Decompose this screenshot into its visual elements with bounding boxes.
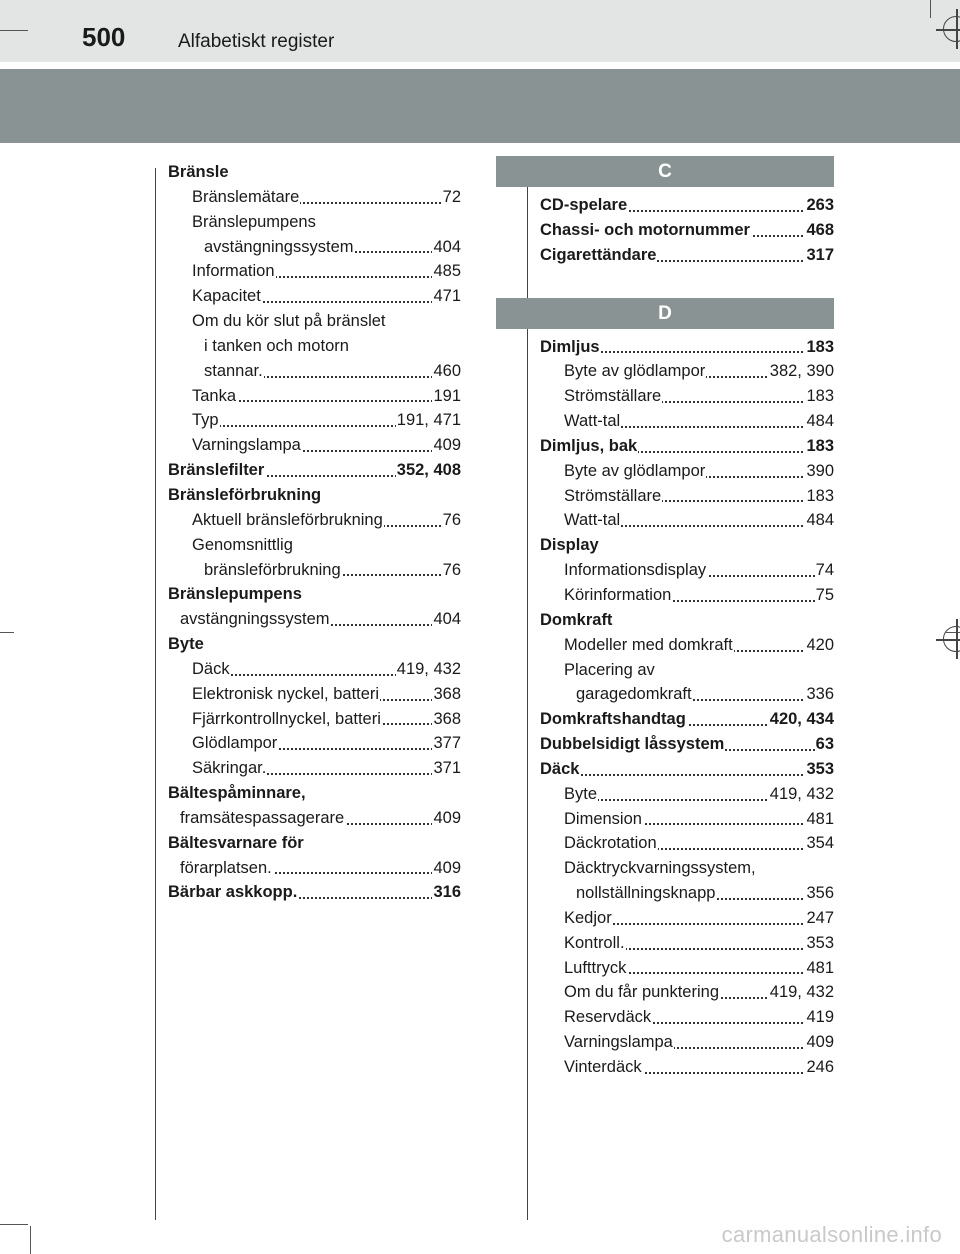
entry-text: avstängningssystem (204, 235, 355, 260)
index-entry (540, 243, 834, 268)
entry-text: Säkringar. (192, 756, 267, 781)
entry-page-ref: 316 (432, 880, 461, 905)
index-entry (168, 210, 461, 235)
entry-text: Bränsleförbrukning (168, 483, 322, 508)
section-entries (540, 193, 834, 268)
index-entry (168, 558, 461, 583)
entry-text: Bränslefilter (168, 458, 265, 483)
index-entry (168, 582, 461, 607)
entry-page-ref: 390 (805, 459, 834, 484)
entry-page-ref: 404 (432, 607, 461, 632)
entry-text: Genomsnittlig (192, 533, 294, 558)
index-entry (540, 193, 834, 218)
index-entry (168, 284, 461, 309)
index-entry (540, 434, 834, 459)
entry-text: avstängningssystem (180, 607, 331, 632)
entry-text: nollställningsknapp (576, 881, 716, 906)
page-header (0, 0, 960, 62)
dot-leader (574, 921, 834, 925)
index-entry (540, 459, 834, 484)
column-divider-left (155, 168, 156, 1220)
index-entry (540, 856, 834, 881)
page-number: 500 (82, 22, 126, 52)
entry-text: Bältesvarnare för (168, 831, 305, 856)
index-entry (540, 1030, 834, 1055)
index-entry (540, 980, 834, 1005)
page-title: Alfabetiskt register (178, 31, 335, 52)
entry-text: Watt-tal (564, 508, 621, 533)
entry-text: Bärbar askkopp. (168, 880, 298, 905)
entry-text: CD-spelare (540, 193, 628, 218)
index-entry (540, 757, 834, 782)
section-entries (540, 335, 834, 1080)
index-entry (168, 433, 461, 458)
entry-page-ref: 191, 471 (396, 408, 461, 433)
index-column-right (496, 156, 834, 1080)
entry-text: stannar. (204, 359, 264, 384)
dot-leader (550, 772, 834, 776)
entry-text: Om du kör slut på bränslet (192, 309, 387, 334)
entry-page-ref: 481 (805, 956, 834, 981)
entry-page-ref: 317 (805, 243, 834, 268)
entry-text: Placering av (564, 658, 656, 683)
entry-page-ref: 382, 390 (769, 359, 834, 384)
entry-text: Dimljus, bak (540, 434, 638, 459)
index-entry (168, 632, 461, 657)
entry-page-ref: 247 (805, 906, 834, 931)
entry-page-ref: 484 (805, 409, 834, 434)
index-entry (168, 657, 461, 682)
entry-page-ref: 183 (805, 434, 834, 459)
index-entry (540, 906, 834, 931)
entry-page-ref: 356 (805, 881, 834, 906)
index-entry (540, 707, 834, 732)
entry-page-ref: 76 (442, 508, 461, 533)
entry-page-ref: 485 (432, 259, 461, 284)
entry-page-ref: 246 (805, 1055, 834, 1080)
index-entry (168, 508, 461, 533)
entry-page-ref: 460 (432, 359, 461, 384)
index-entry (168, 408, 461, 433)
crop-mark (0, 1224, 28, 1225)
entry-text: Typ (192, 408, 220, 433)
entry-page-ref: 263 (805, 193, 834, 218)
entry-text: Domkraft (540, 608, 613, 633)
index-entry (168, 458, 461, 483)
entry-page-ref: 420 (805, 633, 834, 658)
index-entry (540, 335, 834, 360)
entry-page-ref: 76 (442, 558, 461, 583)
entry-text: Byte (168, 632, 205, 657)
entry-page-ref: 419, 432 (769, 980, 834, 1005)
index-entry (540, 807, 834, 832)
section-header-d: D (496, 298, 834, 329)
index-entry (540, 608, 834, 633)
entry-text: Däck (540, 757, 580, 782)
entry-page-ref: 377 (432, 731, 461, 756)
entry-text: Aktuell bränsleförbrukning (192, 508, 384, 533)
crop-mark (30, 1226, 31, 1254)
index-entry (168, 160, 461, 185)
entry-page-ref: 63 (815, 732, 834, 757)
index-entry (168, 185, 461, 210)
entry-text: Bränsle (168, 160, 230, 185)
entry-page-ref: 409 (432, 806, 461, 831)
index-entry (168, 731, 461, 756)
entry-page-ref: 371 (432, 756, 461, 781)
entry-page-ref: 404 (432, 235, 461, 260)
entry-text: Dimension (564, 807, 643, 832)
index-entry (540, 782, 834, 807)
index-entry (168, 682, 461, 707)
entry-page-ref: 75 (815, 583, 834, 608)
entry-page-ref: 353 (805, 757, 834, 782)
entry-text: Domkraftshandtag (540, 707, 687, 732)
entry-text: Kedjor (564, 906, 613, 931)
crop-mark (0, 632, 14, 633)
entry-text: Bränslemätare (192, 185, 300, 210)
entry-text: Chassi- och motornummer (540, 218, 751, 243)
entry-text: i tanken och motorn (204, 334, 350, 359)
entry-page-ref: 481 (805, 807, 834, 832)
index-entry (168, 756, 461, 781)
index-entry (168, 533, 461, 558)
entry-text: Bältespåminnare, (168, 781, 307, 806)
index-entry (540, 931, 834, 956)
entry-text: garagedomkraft (576, 682, 693, 707)
index-entry (540, 732, 834, 757)
index-entry (168, 831, 461, 856)
entry-page-ref: 420, 434 (769, 707, 834, 732)
index-entry (168, 806, 461, 831)
entry-page-ref: 354 (805, 831, 834, 856)
index-entry (540, 409, 834, 434)
entry-text: Däcktryckvarningssystem, (564, 856, 757, 881)
entry-page-ref: 409 (432, 433, 461, 458)
entry-text: Vinterdäck (564, 1055, 643, 1080)
index-entry (168, 334, 461, 359)
entry-text: Körinformation (564, 583, 672, 608)
entry-text: Tanka (192, 384, 237, 409)
index-entry (540, 384, 834, 409)
entry-text: Reservdäck (564, 1005, 652, 1030)
entry-text: framsätespassagerare (180, 806, 345, 831)
index-entry (540, 682, 834, 707)
header-band (0, 69, 960, 143)
index-entry (540, 533, 834, 558)
index-entry (540, 658, 834, 683)
index-entry (540, 583, 834, 608)
index-entry (168, 359, 461, 384)
entry-text: Bränslepumpens (192, 210, 317, 235)
entry-text: Strömställare (564, 484, 662, 509)
entry-page-ref: 183 (805, 335, 834, 360)
entry-page-ref: 183 (805, 484, 834, 509)
entry-text: Varningslampa (564, 1030, 674, 1055)
crop-mark (0, 30, 28, 31)
entry-page-ref: 74 (815, 558, 834, 583)
entry-page-ref: 471 (432, 284, 461, 309)
entry-text: Watt-tal (564, 409, 621, 434)
section-header-c: C (496, 156, 834, 187)
index-entry (540, 558, 834, 583)
entry-text: Lufttryck (564, 956, 627, 981)
index-entry (540, 956, 834, 981)
entry-page-ref: 419 (805, 1005, 834, 1030)
watermark: carmanualsonline.info (721, 1222, 942, 1247)
crop-mark (930, 0, 931, 18)
entry-text: Information (192, 259, 276, 284)
entry-text: Fjärrkontrollnyckel, batteri (192, 707, 382, 732)
entry-text: Bränslepumpens (168, 582, 303, 607)
entry-text: Display (540, 533, 600, 558)
entry-text: Byte av glödlampor (564, 459, 706, 484)
entry-page-ref: 468 (805, 218, 834, 243)
entry-text: Byte av glödlampor (564, 359, 706, 384)
index-entry (168, 259, 461, 284)
registration-mark-icon (943, 626, 960, 652)
entry-page-ref: 191 (432, 384, 461, 409)
entry-text: Dubbelsidigt låssystem (540, 732, 725, 757)
entry-text: Varningslampa (192, 433, 302, 458)
entry-page-ref: 336 (805, 682, 834, 707)
entry-page-ref: 409 (805, 1030, 834, 1055)
index-entry (540, 1055, 834, 1080)
index-entry (168, 856, 461, 881)
index-entry (540, 508, 834, 533)
entry-text: Strömställare (564, 384, 662, 409)
entry-text: Om du får punktering (564, 980, 720, 1005)
dot-leader (202, 398, 461, 402)
index-entry (540, 218, 834, 243)
index-entry (540, 881, 834, 906)
entry-text: Informationsdisplay (564, 558, 707, 583)
entry-text: Däck (192, 657, 231, 682)
index-column-left (168, 160, 461, 905)
entry-page-ref: 183 (805, 384, 834, 409)
entry-text: Cigarettändare (540, 243, 657, 268)
index-entry (168, 880, 461, 905)
entry-page-ref: 72 (442, 185, 461, 210)
index-entry (168, 483, 461, 508)
index-entry (168, 384, 461, 409)
entry-page-ref: 368 (432, 682, 461, 707)
entry-text: bränsleförbrukning (204, 558, 342, 583)
entry-text: Modeller med domkraft (564, 633, 734, 658)
entry-text: Kontroll. (564, 931, 626, 956)
entry-page-ref: 419, 432 (769, 782, 834, 807)
index-entry (540, 633, 834, 658)
entry-text: Byte (564, 782, 598, 807)
entry-page-ref: 484 (805, 508, 834, 533)
entry-text: Dimljus (540, 335, 601, 360)
index-entry (540, 831, 834, 856)
index-entry (168, 235, 461, 260)
index-entry (168, 309, 461, 334)
index-entry (168, 781, 461, 806)
entry-text: Glödlampor (192, 731, 278, 756)
entry-text: Kapacitet (192, 284, 262, 309)
entry-page-ref: 352, 408 (396, 458, 461, 483)
entry-text: Elektronisk nyckel, batteri (192, 682, 380, 707)
index-entry (540, 484, 834, 509)
entry-page-ref: 409 (432, 856, 461, 881)
index-entry (168, 607, 461, 632)
index-entry (540, 1005, 834, 1030)
index-entry (168, 707, 461, 732)
entry-page-ref: 368 (432, 707, 461, 732)
index-entry (540, 359, 834, 384)
entry-text: Däckrotation (564, 831, 658, 856)
entry-text: förarplatsen. (180, 856, 273, 881)
entry-page-ref: 419, 432 (396, 657, 461, 682)
entry-page-ref: 353 (805, 931, 834, 956)
